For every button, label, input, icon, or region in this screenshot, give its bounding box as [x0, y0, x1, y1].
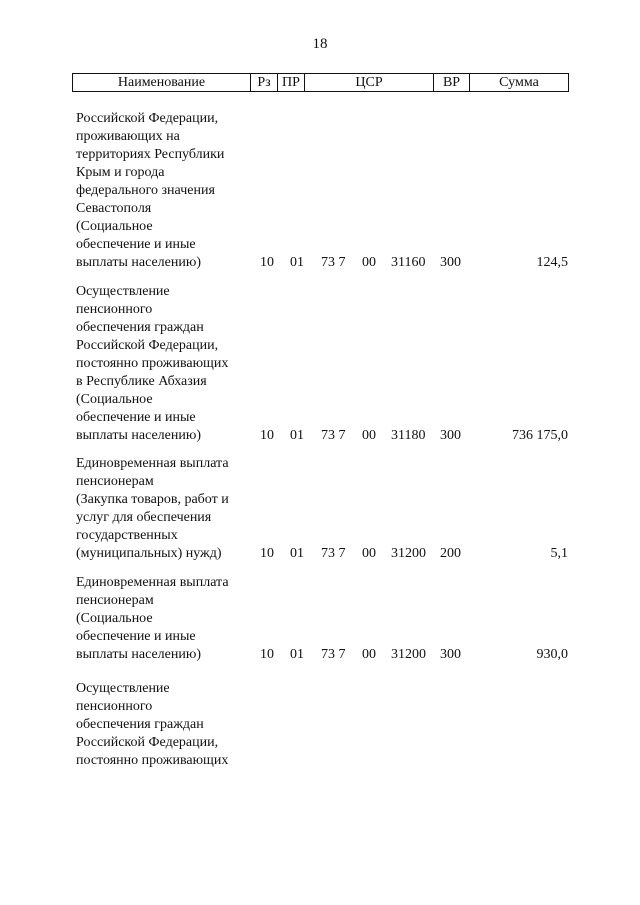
name-line: Крым и города — [76, 165, 165, 180]
cell-csr-subprogram: 00 — [362, 546, 376, 561]
name-line: пенсионного — [76, 699, 153, 714]
cell-rz: 10 — [260, 255, 274, 270]
cell-csr-program: 73 7 — [321, 255, 346, 270]
cell-vr: 300 — [440, 255, 461, 270]
cell-rz: 10 — [260, 428, 274, 443]
name-line: пенсионного — [76, 302, 153, 317]
cell-csr-subprogram: 00 — [362, 428, 376, 443]
cell-csr-program: 73 7 — [321, 428, 346, 443]
name-line: проживающих на — [76, 129, 180, 144]
header-rz: Рз — [251, 74, 278, 91]
name-line: выплаты населению) — [76, 428, 201, 443]
table-row — [76, 283, 568, 445]
name-line: государственных — [76, 528, 178, 543]
name-line: пенсионерам — [76, 474, 154, 489]
cell-csr-program: 73 7 — [321, 546, 346, 561]
name-line: Российской Федерации, — [76, 338, 219, 353]
name-line: обеспечение и иные — [76, 629, 196, 644]
table-row — [76, 680, 568, 770]
name-line: (Социальное — [76, 392, 153, 407]
table-row — [76, 455, 568, 563]
cell-pr: 01 — [290, 647, 304, 662]
header-vr: ВР — [434, 74, 470, 91]
name-line: постоянно проживающих — [76, 753, 229, 768]
name-line: Единовременная выплата — [76, 575, 229, 590]
row-codes — [76, 646, 568, 664]
name-line: (муниципальных) нужд) — [76, 546, 222, 561]
name-line: обеспечение и иные — [76, 410, 196, 425]
name-line: обеспечения граждан — [76, 717, 204, 732]
name-line: обеспечение и иные — [76, 237, 196, 252]
header-pr: ПР — [278, 74, 305, 91]
name-line: пенсионерам — [76, 593, 154, 608]
cell-csr-direction: 31200 — [391, 647, 426, 662]
row-codes — [76, 254, 568, 272]
cell-sum: 5,1 — [550, 546, 568, 561]
table-row — [76, 110, 568, 272]
header-name: Наименование — [73, 74, 251, 91]
name-line: услуг для обеспечения — [76, 510, 212, 525]
cell-pr: 01 — [290, 428, 304, 443]
name-line: Осуществление — [76, 681, 170, 696]
cell-pr: 01 — [290, 546, 304, 561]
cell-vr: 200 — [440, 546, 461, 561]
page-number: 18 — [312, 36, 328, 52]
cell-sum: 930,0 — [536, 647, 568, 662]
cell-csr-direction: 31180 — [391, 428, 426, 443]
cell-csr-direction: 31200 — [391, 546, 426, 561]
name-line: (Закупка товаров, работ и — [76, 492, 229, 507]
row-name — [76, 680, 256, 770]
name-line: в Республике Абхазия — [76, 374, 207, 389]
row-name — [76, 283, 256, 445]
name-line: обеспечения граждан — [76, 320, 204, 335]
cell-vr: 300 — [440, 428, 461, 443]
name-line: территориях Республики — [76, 147, 225, 162]
cell-rz: 10 — [260, 546, 274, 561]
row-codes — [76, 427, 568, 445]
table-header — [72, 73, 569, 92]
cell-sum: 736 175,0 — [512, 428, 568, 443]
name-line: Севастополя — [76, 201, 152, 216]
name-line: Осуществление — [76, 284, 170, 299]
cell-sum: 124,5 — [536, 255, 568, 270]
name-line: федерального значения — [76, 183, 215, 198]
name-line: Единовременная выплата — [76, 456, 229, 471]
cell-rz: 10 — [260, 647, 274, 662]
name-line: (Социальное — [76, 219, 153, 234]
cell-csr-subprogram: 00 — [362, 255, 376, 270]
header-csr: ЦСР — [305, 74, 434, 91]
cell-csr-program: 73 7 — [321, 647, 346, 662]
name-line: выплаты населению) — [76, 647, 201, 662]
cell-vr: 300 — [440, 647, 461, 662]
cell-pr: 01 — [290, 255, 304, 270]
name-line: (Социальное — [76, 611, 153, 626]
name-line: постоянно проживающих — [76, 356, 229, 371]
table-row — [76, 574, 568, 664]
row-name — [76, 110, 256, 272]
name-line: Российской Федерации, — [76, 111, 219, 126]
cell-csr-subprogram: 00 — [362, 647, 376, 662]
header-sum: Сумма — [499, 75, 539, 90]
name-line: выплаты населению) — [76, 255, 201, 270]
name-line: Российской Федерации, — [76, 735, 219, 750]
row-codes — [76, 545, 568, 563]
cell-csr-direction: 31160 — [391, 255, 426, 270]
